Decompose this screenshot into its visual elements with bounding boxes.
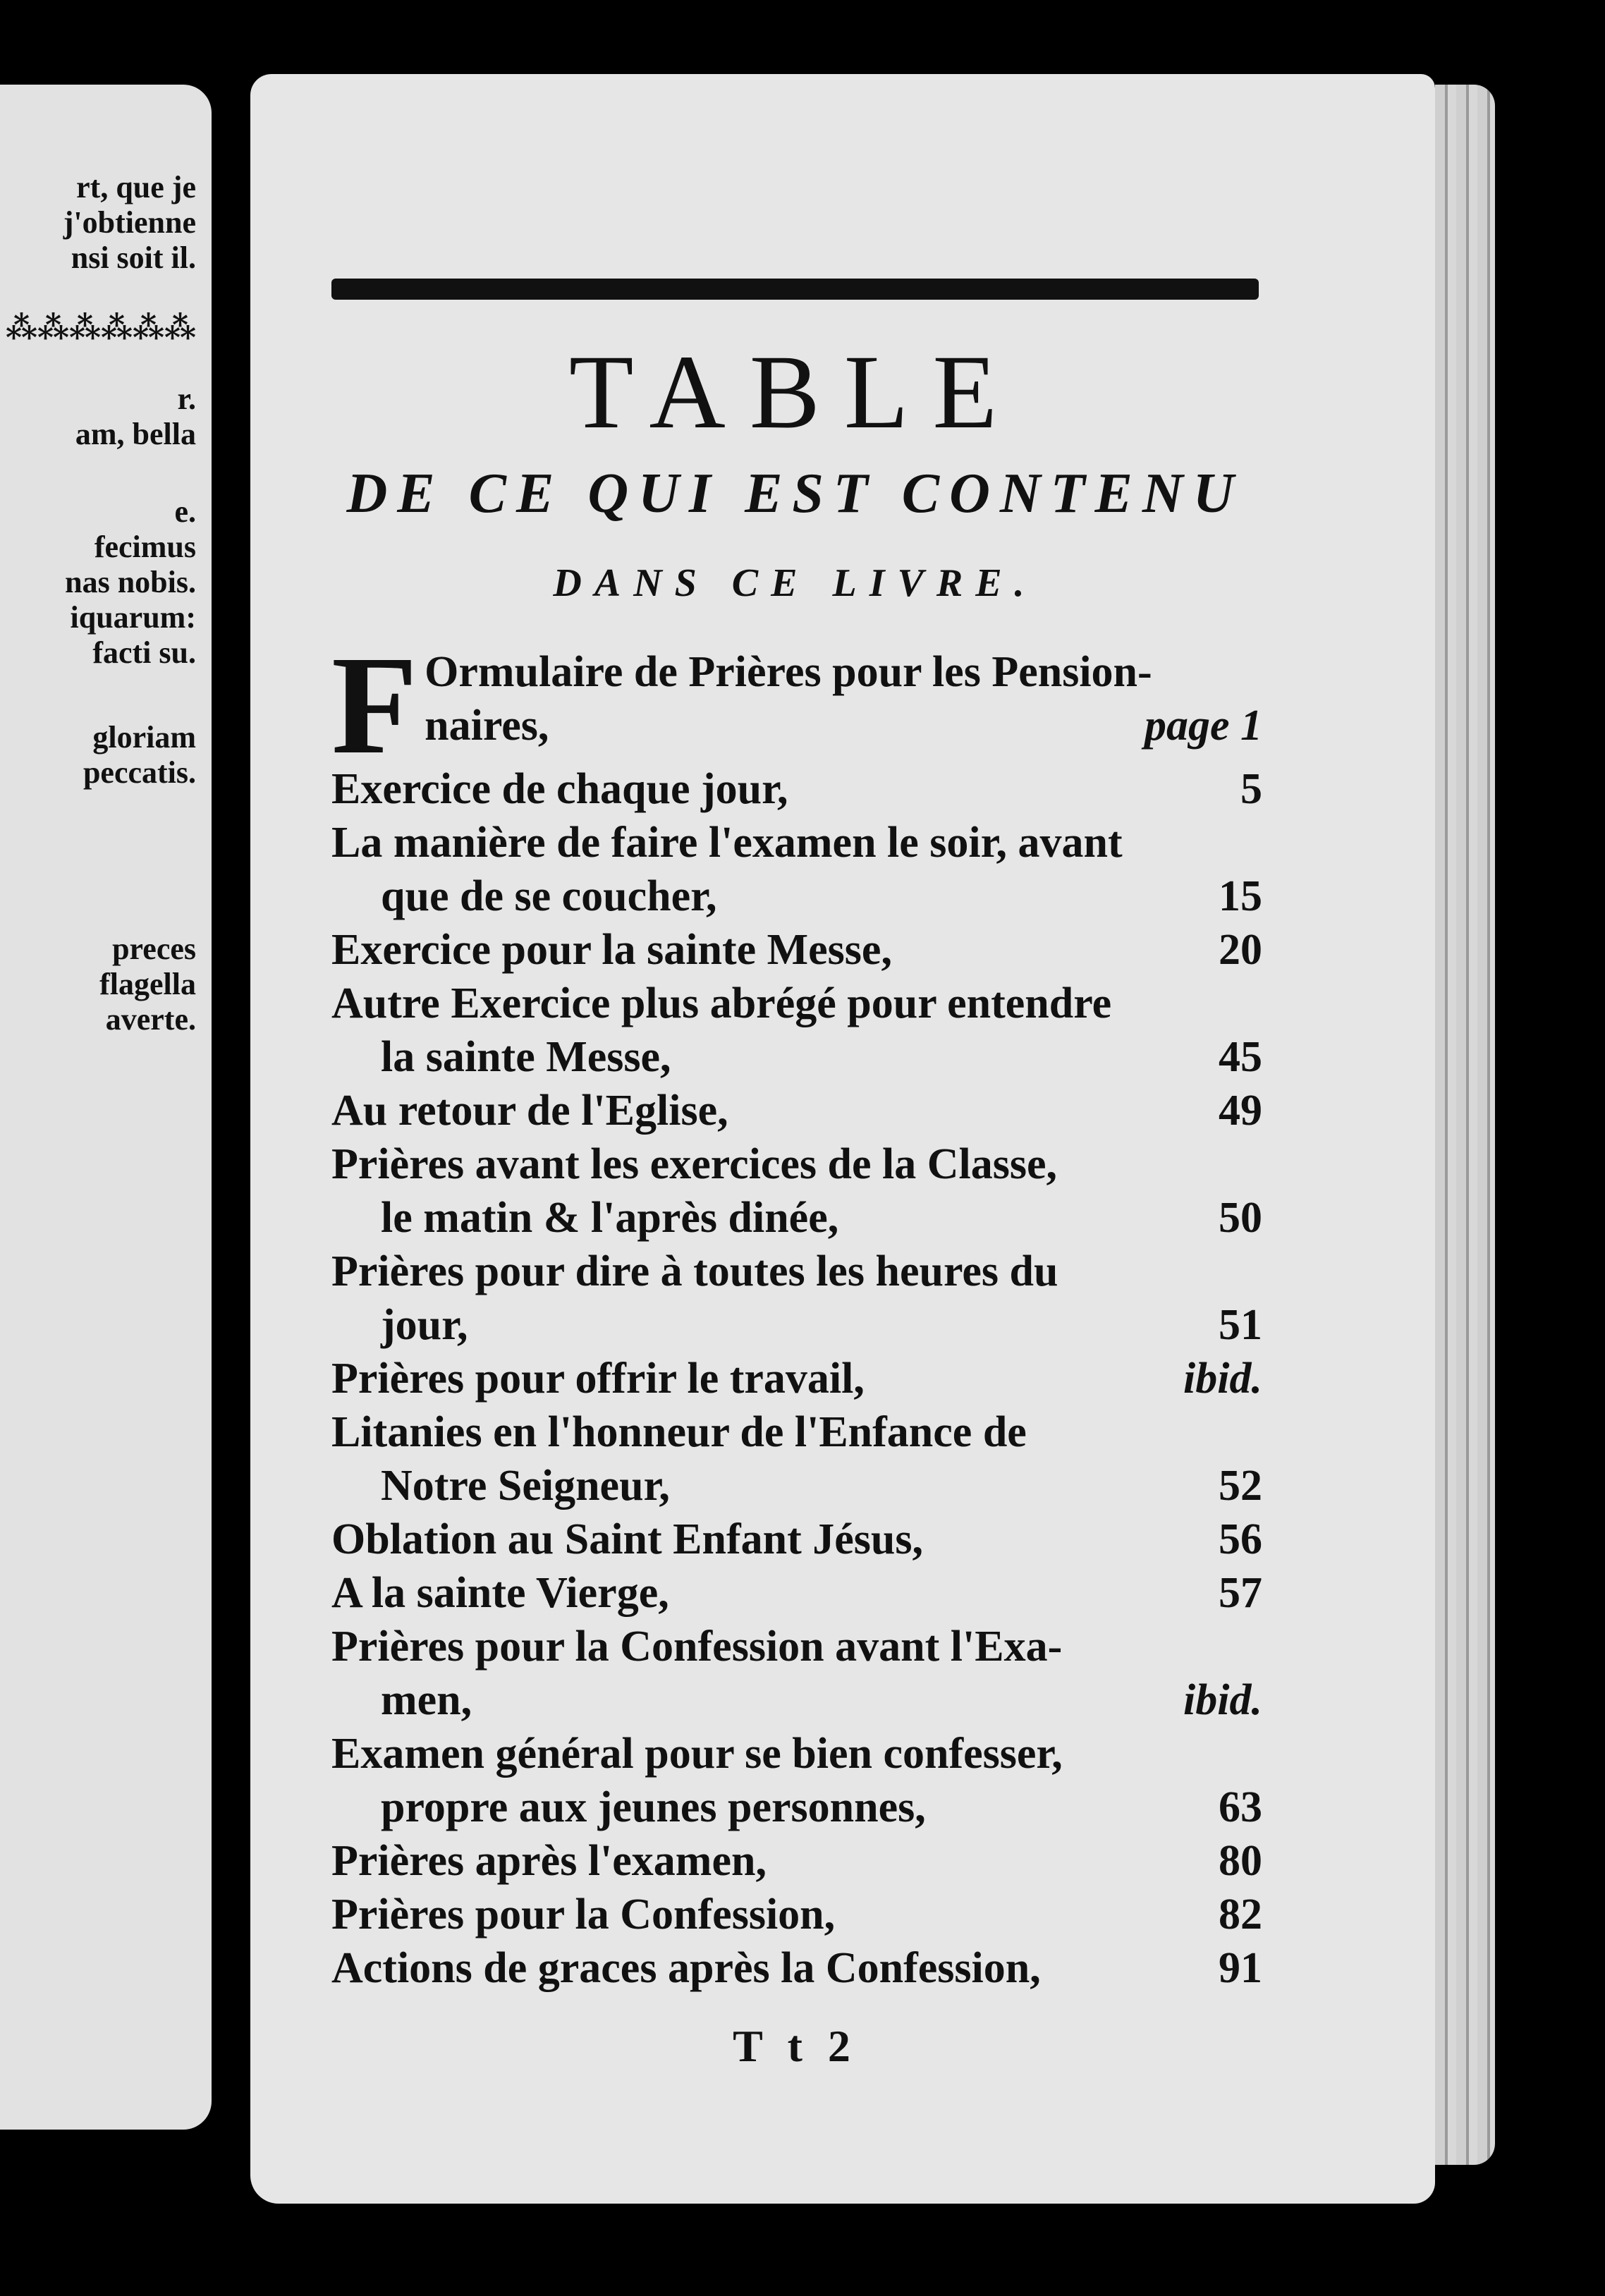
facing-page-line: peccatis. bbox=[83, 755, 196, 790]
toc-entry-text: Au retour de l'Eglise, bbox=[331, 1087, 728, 1135]
toc-entry bbox=[331, 1727, 1262, 1834]
toc-page-number: 50 bbox=[1219, 1194, 1262, 1242]
toc-entry-text: naires, bbox=[425, 702, 549, 750]
toc-page-number: page 1 bbox=[1144, 702, 1262, 750]
toc-page-number: 57 bbox=[1219, 1569, 1262, 1617]
toc-entry bbox=[331, 1941, 1262, 1995]
toc-entry-text: la sainte Messe, bbox=[381, 1033, 671, 1081]
signature-mark: T t 2 bbox=[733, 2021, 858, 2071]
toc-entry-text: propre aux jeunes personnes, bbox=[381, 1783, 926, 1831]
header-rule bbox=[331, 279, 1259, 300]
toc-page-number: 56 bbox=[1219, 1515, 1262, 1563]
toc-entry bbox=[331, 1834, 1262, 1888]
toc-entry-text: Oblation au Saint Enfant Jésus, bbox=[331, 1515, 923, 1563]
facing-page-line: fecimus bbox=[94, 530, 196, 564]
toc-entry-text: Notre Seigneur, bbox=[381, 1462, 670, 1510]
toc-entry-text: men, bbox=[381, 1676, 472, 1724]
toc-entry-text: Ormulaire de Prières pour les Pension- bbox=[425, 648, 1152, 696]
toc-page-number: 51 bbox=[1219, 1301, 1262, 1349]
toc-page-number: 15 bbox=[1219, 872, 1262, 920]
toc-entry-text: Exercice de chaque jour, bbox=[331, 765, 788, 813]
toc-entry bbox=[331, 1084, 1262, 1137]
facing-page-line: iquarum: bbox=[70, 600, 196, 635]
toc-page-number: 5 bbox=[1240, 765, 1262, 813]
toc-entry bbox=[331, 1137, 1262, 1245]
facing-page-line: am, bella bbox=[75, 417, 196, 451]
table-of-contents bbox=[331, 628, 1262, 1995]
toc-entry-text: Exercice pour la sainte Messe, bbox=[331, 926, 892, 974]
toc-entry-text: jour, bbox=[381, 1301, 468, 1349]
toc-entry-text: que de se coucher, bbox=[381, 872, 717, 920]
toc-entry-text: le matin & l'après dinée, bbox=[381, 1194, 839, 1242]
facing-page-line: averte. bbox=[105, 1002, 196, 1037]
toc-page-number: 45 bbox=[1219, 1033, 1262, 1081]
facing-page-line: nas nobis. bbox=[65, 565, 196, 599]
facing-page-line: flagella bbox=[99, 967, 196, 1001]
toc-page-number: ibid. bbox=[1183, 1355, 1262, 1403]
toc-entry bbox=[331, 628, 1262, 783]
toc-entry bbox=[331, 1245, 1262, 1352]
toc-entry bbox=[331, 1888, 1262, 1941]
facing-page-line: ⁂⁂⁂⁂⁂⁂ bbox=[5, 311, 196, 346]
facing-page-line: preces bbox=[112, 932, 196, 966]
toc-entry bbox=[331, 1620, 1262, 1727]
toc-entry-text: Autre Exercice plus abrégé pour entendre bbox=[331, 979, 1112, 1027]
page-title: TABLE bbox=[568, 334, 1022, 451]
toc-page-number: 82 bbox=[1219, 1891, 1262, 1938]
toc-entry-text: Litanies en l'honneur de l'Enfance de bbox=[331, 1408, 1027, 1456]
facing-page-line: j'obtienne bbox=[63, 205, 196, 240]
facing-page-line: e. bbox=[174, 494, 196, 529]
facing-page-line: rt, que je bbox=[76, 170, 196, 204]
toc-entry-text: La manière de faire l'examen le soir, avant bbox=[331, 819, 1123, 867]
toc-entry bbox=[331, 923, 1262, 977]
facing-page-line: facti su. bbox=[92, 635, 196, 670]
toc-entry bbox=[331, 1513, 1262, 1566]
toc-entry-text: Prières après l'examen, bbox=[331, 1837, 767, 1885]
toc-entry bbox=[331, 1566, 1262, 1620]
toc-page-number: 20 bbox=[1219, 926, 1262, 974]
page-edge bbox=[1435, 85, 1495, 2165]
facing-page-line: nsi soit il. bbox=[71, 240, 196, 275]
toc-entry bbox=[331, 1405, 1262, 1513]
toc-entry bbox=[331, 816, 1262, 923]
facing-page bbox=[0, 85, 212, 2130]
drop-cap: F bbox=[331, 628, 418, 783]
page-subtitle-secondary: DANS CE LIVRE. bbox=[553, 561, 1037, 605]
toc-entry bbox=[331, 977, 1262, 1084]
toc-entry-text: Actions de graces après la Confession, bbox=[331, 1944, 1041, 1992]
toc-entry-text: Prières pour offrir le travail, bbox=[331, 1355, 865, 1403]
toc-page-number: 49 bbox=[1219, 1087, 1262, 1135]
toc-page-number: 91 bbox=[1219, 1944, 1262, 1992]
page-subtitle: DE CE QUI EST CONTENU bbox=[346, 463, 1244, 525]
toc-entry-text: Prières pour dire à toutes les heures du bbox=[331, 1247, 1058, 1295]
toc-page-number: 63 bbox=[1219, 1783, 1262, 1831]
toc-page-number: 52 bbox=[1219, 1462, 1262, 1510]
toc-entry-text: Prières pour la Confession, bbox=[331, 1891, 836, 1938]
facing-page-line: gloriam bbox=[92, 720, 196, 755]
toc-entry-text: Prières pour la Confession avant l'Exa- bbox=[331, 1623, 1063, 1671]
toc-entry-text: A la sainte Vierge, bbox=[331, 1569, 669, 1617]
toc-page-number: 80 bbox=[1219, 1837, 1262, 1885]
toc-entry-text: Prières avant les exercices de la Classe, bbox=[331, 1140, 1058, 1188]
toc-entry-text: Examen général pour se bien confesser, bbox=[331, 1730, 1063, 1778]
toc-entry bbox=[331, 1352, 1262, 1405]
facing-page-line: r. bbox=[177, 381, 196, 416]
toc-page-number: ibid. bbox=[1183, 1676, 1262, 1724]
toc-entry bbox=[331, 762, 1262, 816]
